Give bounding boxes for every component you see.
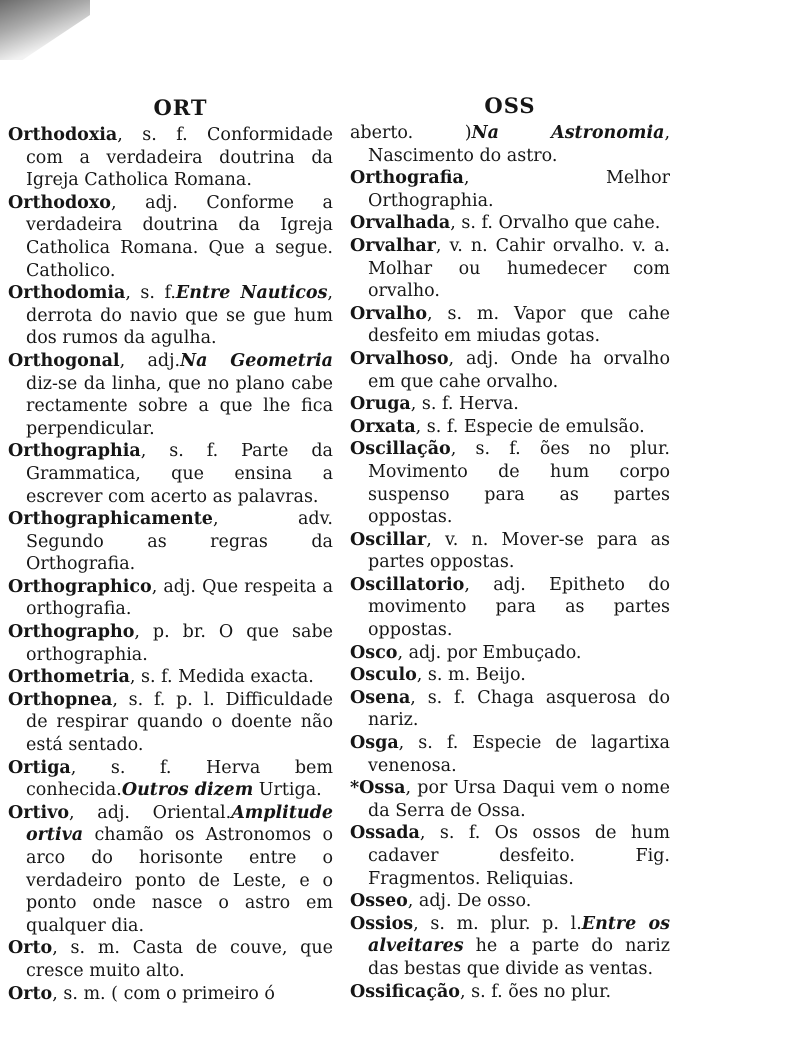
entry-definition: diz-se da linha, que no plano cabe rectamente sobre a que lhe fica perpendicular. bbox=[26, 373, 333, 439]
entry-italic-phrase: Entre os alveitares bbox=[368, 913, 670, 957]
entry-headword: Orthographicamente bbox=[8, 509, 213, 530]
entry-definition: , adj. Oriental. bbox=[69, 802, 232, 823]
entry-definition: , adj. Conforme a verdadeira doutrina da Igreja Catholica Romana. Que a segue. Catholico. bbox=[26, 192, 333, 281]
dictionary-entry bbox=[350, 777, 670, 822]
right-column bbox=[350, 93, 671, 1003]
dictionary-entry bbox=[350, 303, 670, 348]
entry-italic-phrase: Amplitude ortiva bbox=[26, 802, 333, 846]
entry-headword: Orthopnea bbox=[8, 689, 113, 710]
entry-headword: Ossificação bbox=[350, 981, 460, 1002]
entry-definition: he a parte do nariz das bestas que divide as ventas. bbox=[368, 936, 670, 979]
entry-definition: , s. m. Casta de couve, que cresce muito alto. bbox=[26, 938, 333, 981]
entry-definition: , s. f. Herva. bbox=[410, 394, 519, 415]
entry-headword: Orvalho bbox=[350, 303, 428, 324]
entry-definition: , s. f. Orvalho que cahe. bbox=[450, 213, 661, 234]
entry-headword: Orxata bbox=[350, 416, 416, 437]
dictionary-entry bbox=[350, 574, 670, 642]
dictionary-entry bbox=[8, 689, 333, 757]
entry-definition: , por Ursa Daqui vem o nome da Serra de Ossa. bbox=[368, 778, 670, 821]
dictionary-entry bbox=[8, 350, 333, 440]
dictionary-entry bbox=[8, 282, 333, 350]
dictionary-entry bbox=[350, 235, 670, 303]
entry-definition: , s. f. Especie de lagartixa venenosa. bbox=[368, 733, 670, 776]
entry-definition: , adj. De osso. bbox=[407, 891, 532, 912]
entry-definition: , v. n. Cahir orvalho. v. a. Molhar ou humedecer com orvalho. bbox=[368, 235, 670, 302]
entry-headword: Osculo bbox=[350, 665, 417, 686]
entry-headword: Osena bbox=[350, 687, 411, 708]
entry-definition: , s. f. Conformidade com a verdadeira doutrina da Igreja Catholica Romana. bbox=[26, 125, 333, 191]
entry-headword: Orvalhada bbox=[350, 213, 451, 234]
entry-definition: chamão os Astronomos o arco do horisonte entre o verdadeiro ponto de Leste, e o ponto onde nasce o astro em qualquer dia. bbox=[26, 825, 333, 936]
page-corner-shadow bbox=[0, 0, 90, 60]
entry-definition: , p. br. O que sabe orthographia. bbox=[26, 622, 333, 665]
entry-definition: , s. f. ões no plur. Movimento de hum corpo suspenso para as partes oppostas. bbox=[368, 439, 670, 528]
entry-italic-phrase: Na Astronomia bbox=[471, 123, 665, 143]
dictionary-entry bbox=[350, 416, 670, 439]
entry-definition: , s. f. Especie de emulsão. bbox=[415, 416, 645, 437]
entry-headword: *Ossa bbox=[350, 778, 406, 799]
dictionary-entry bbox=[8, 937, 333, 982]
entry-definition: , s. f. p. l. Difficuldade de respirar quando o doente não está sentado. bbox=[26, 689, 333, 756]
left-column bbox=[8, 96, 333, 1005]
entry-definition: , s. f. Parte da Grammatica, que ensina a escrever com acerto as palavras. bbox=[26, 441, 333, 507]
entry-headword: Orvalhar bbox=[350, 235, 436, 256]
entry-definition: , s. m. Vapor que cahe desfeito em miudas gotas. bbox=[368, 303, 670, 347]
dictionary-entry bbox=[8, 192, 333, 282]
entry-definition: , derrota do navio que se gue hum dos rumos da agulha. bbox=[26, 283, 333, 349]
entry-definition: , adj. Onde ha orvalho em que cahe orvalho. bbox=[368, 348, 670, 392]
entry-definition: , v. n. Mover-se para as partes oppostas. bbox=[368, 529, 670, 573]
entry-headword: Ossada bbox=[350, 823, 420, 844]
dictionary-entry bbox=[8, 440, 333, 508]
entry-italic-phrase: Entre Nauticos bbox=[175, 283, 328, 304]
dictionary-entry bbox=[8, 802, 333, 938]
entry-headword: Ortiga bbox=[8, 757, 71, 778]
entry-headword: Oscillatorio bbox=[350, 574, 465, 595]
entry-headword: Osga bbox=[350, 733, 399, 754]
entry-definition: Urtiga. bbox=[253, 780, 322, 801]
entry-definition: aberto. ) bbox=[350, 123, 472, 143]
entry-definition: , s. m. plur. p. l. bbox=[413, 913, 582, 934]
dictionary-entry bbox=[8, 508, 333, 576]
entry-definition: , s. m. Beijo. bbox=[416, 665, 526, 686]
entry-headword: Ossios bbox=[350, 913, 414, 934]
entry-definition: , Melhor Orthographia. bbox=[368, 168, 670, 211]
entry-definition: , adv. Segundo as regras da Orthografia. bbox=[26, 509, 333, 575]
dictionary-entry bbox=[350, 529, 670, 574]
dictionary-entry bbox=[350, 212, 670, 235]
running-head-left: ORT bbox=[153, 95, 208, 120]
left-entries bbox=[8, 124, 333, 1005]
entry-definition: , adj. bbox=[119, 350, 181, 371]
entry-headword: Orthographo bbox=[8, 622, 135, 643]
dictionary-entry bbox=[350, 822, 670, 890]
entry-headword: Osco bbox=[350, 642, 398, 663]
entry-headword: Orthographia bbox=[8, 441, 141, 462]
entry-definition: , s. m. ( com o primeiro ó bbox=[52, 983, 275, 1004]
entry-definition: , adj. Epitheto do movimento para as partes oppostas. bbox=[368, 574, 670, 641]
dictionary-entry bbox=[350, 348, 670, 393]
entry-definition: , s. f. ões no plur. bbox=[459, 981, 612, 1002]
entry-definition: , s. f. bbox=[125, 283, 176, 304]
entry-headword: Orthographico bbox=[8, 576, 152, 597]
dictionary-entry bbox=[350, 732, 670, 777]
entry-headword: Orthodomia bbox=[8, 283, 126, 304]
entry-headword: Oruga bbox=[350, 394, 411, 415]
entry-headword: Ortivo bbox=[8, 802, 70, 823]
entry-headword: Orthografia bbox=[350, 168, 464, 189]
dictionary-entry bbox=[350, 664, 670, 687]
entry-headword: Orto bbox=[8, 983, 53, 1004]
dictionary-entry bbox=[350, 122, 670, 167]
entry-definition: , Nascimento do astro. bbox=[368, 123, 671, 166]
entry-italic-phrase: Outros dizem bbox=[121, 780, 254, 801]
entry-headword: Oscillação bbox=[350, 439, 451, 460]
dictionary-entry bbox=[350, 167, 670, 212]
dictionary-entry bbox=[8, 576, 333, 621]
entry-headword: Orthodoxo bbox=[8, 192, 111, 213]
entry-headword: Osseo bbox=[350, 891, 408, 912]
dictionary-entry bbox=[350, 438, 670, 528]
entry-definition: , s. f. Chaga asquerosa do nariz. bbox=[368, 687, 670, 731]
entry-definition: , s. f. Os ossos de hum cadaver desfeito. Fig. Fragmentos. Reliquias. bbox=[368, 823, 670, 889]
dictionary-entry bbox=[8, 621, 333, 666]
entry-definition: , adj. por Embuçado. bbox=[397, 642, 582, 663]
entry-definition: , s. f. Medida exacta. bbox=[129, 667, 314, 688]
dictionary-entry bbox=[8, 983, 333, 1006]
entry-headword: Oscillar bbox=[350, 529, 427, 550]
entry-headword: Orthometria bbox=[8, 667, 130, 688]
entry-definition: , s. f. Herva bem conhecida. bbox=[26, 757, 333, 801]
entry-italic-phrase: Na Geometria bbox=[180, 350, 333, 371]
dictionary-entry bbox=[350, 642, 670, 665]
running-head-right: OSS bbox=[484, 93, 536, 118]
dictionary-entry bbox=[8, 666, 333, 689]
entry-headword: Orvalhoso bbox=[350, 348, 449, 369]
dictionary-entry bbox=[350, 687, 670, 732]
right-entries bbox=[350, 122, 670, 1003]
dictionary-entry bbox=[350, 913, 670, 981]
entry-headword: Orthogonal bbox=[8, 350, 120, 371]
dictionary-entry bbox=[350, 981, 670, 1004]
entry-headword: Orto bbox=[8, 938, 53, 959]
dictionary-entry bbox=[350, 890, 670, 913]
dictionary-entry bbox=[8, 757, 333, 802]
entry-definition: , adj. Que respeita a orthografia. bbox=[26, 576, 333, 620]
dictionary-entry bbox=[8, 124, 333, 192]
entry-headword: Orthodoxia bbox=[8, 125, 118, 145]
dictionary-entry bbox=[350, 393, 670, 416]
